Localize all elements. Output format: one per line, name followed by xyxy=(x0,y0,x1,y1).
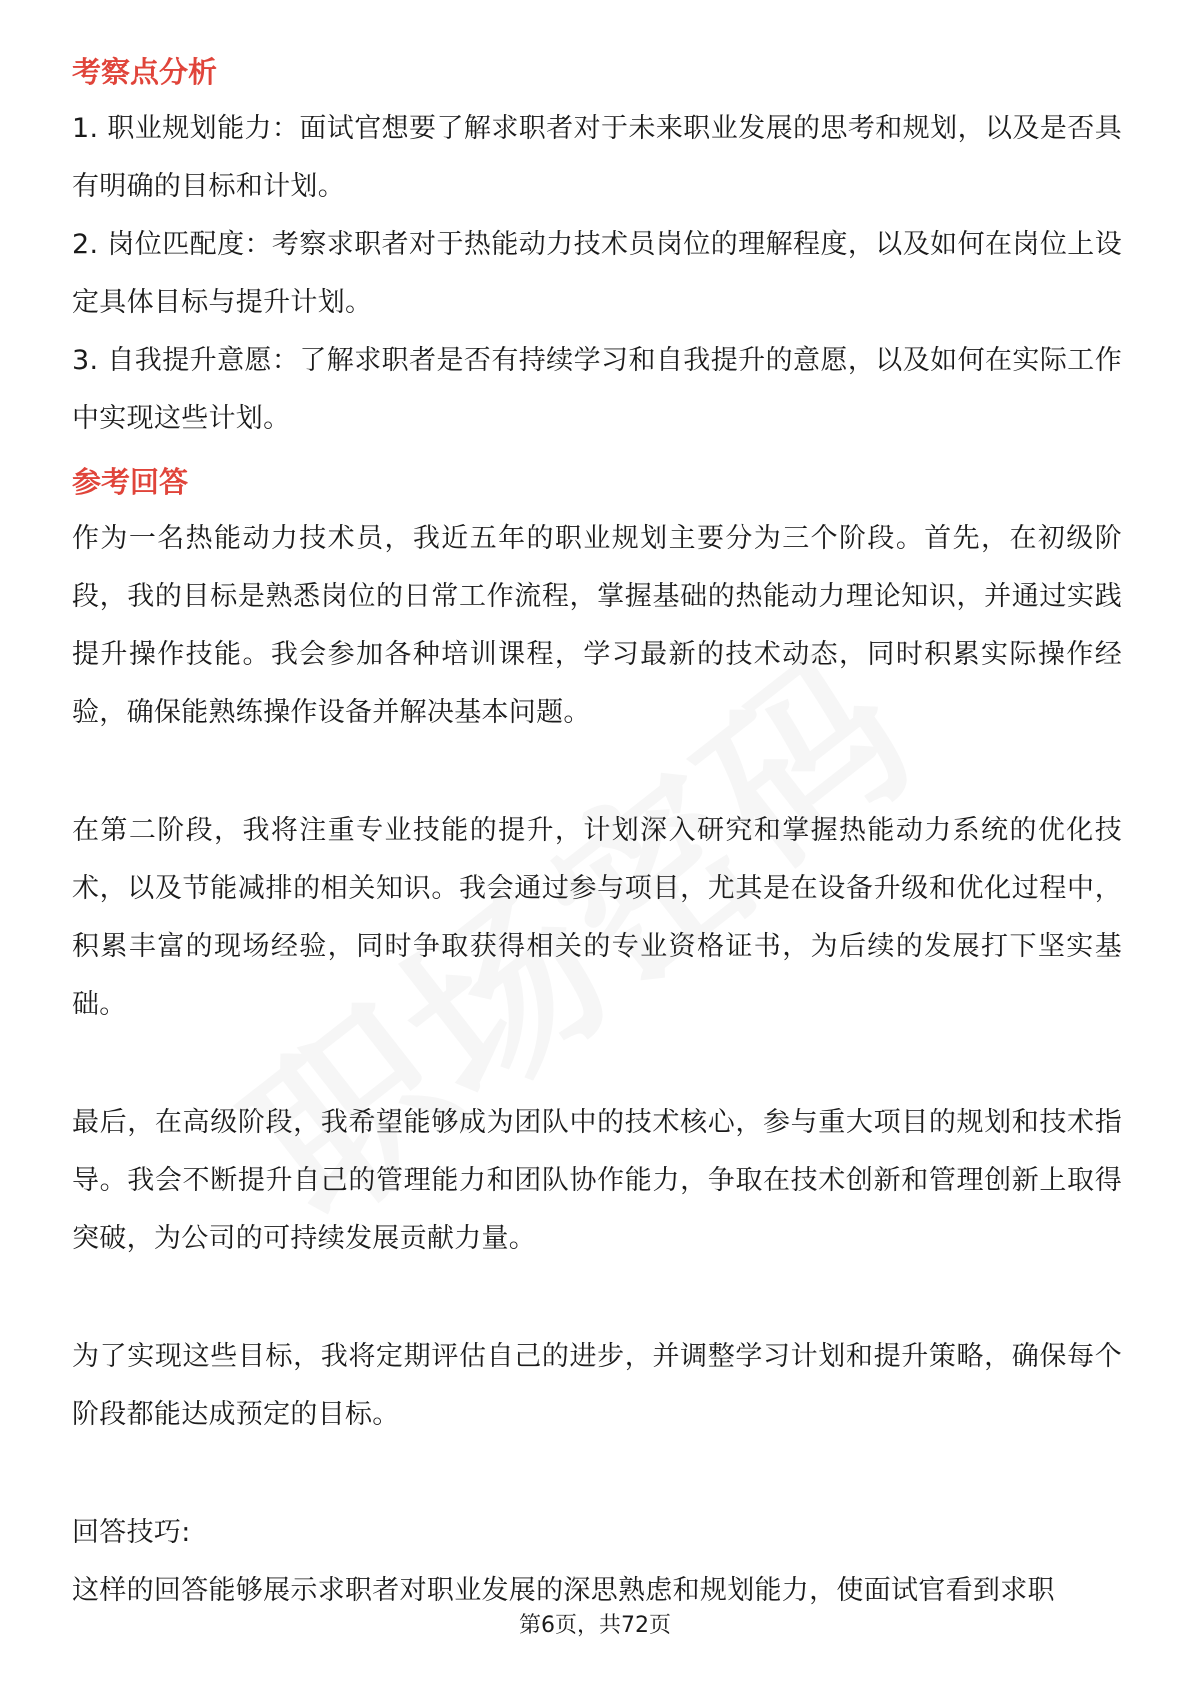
analysis-item-1: 1. 职业规划能力：面试官想要了解求职者对于未来职业发展的思考和规划，以及是否具有明确的目标和计划。 xyxy=(72,113,1122,202)
answer-paragraph-1: 作为一名热能动力技术员，我近五年的职业规划主要分为三个阶段。首先，在初级阶段，我的目标是熟悉岗位的日常工作流程，掌握基础的热能动力理论知识，并通过实践提升操作技能。我会参加各种培训课程，学习最新的技术动态，同时积累实际操作经验，确保能熟练操作设备并解决基本问题。 xyxy=(72,523,1122,728)
analysis-item-2: 2. 岗位匹配度：考察求职者对于热能动力技术员岗位的理解程度，以及如何在岗位上设定具体目标与提升计划。 xyxy=(72,229,1122,318)
answer-paragraph-4: 为了实现这些目标，我将定期评估自己的进步，并调整学习计划和提升策略，确保每个阶段都能达成预定的目标。 xyxy=(72,1341,1122,1430)
answer-paragraph-2: 在第二阶段，我将注重专业技能的提升，计划深入研究和掌握热能动力系统的优化技术，以及节能减排的相关知识。我会通过参与项目，尤其是在设备升级和优化过程中，积累丰富的现场经验，同时争取获得相关的专业资格证书，为后续的发展打下坚实基础。 xyxy=(72,815,1122,1020)
tips-heading: 回答技巧: xyxy=(72,1517,191,1548)
page-number: 第6页，共72页 xyxy=(519,1613,671,1638)
answer-paragraph-3: 最后，在高级阶段，我希望能够成为团队中的技术核心，参与重大项目的规划和技术指导。我会不断提升自己的管理能力和团队协作能力，争取在技术创新和管理创新上取得突破，为公司的可持续发展贡献力量。 xyxy=(72,1107,1122,1254)
tips-text: 这样的回答能够展示求职者对职业发展的深思熟虑和规划能力，使面试官看到求职 xyxy=(72,1575,1055,1606)
page-content xyxy=(72,50,1122,1620)
analysis-heading: 考察点分析 xyxy=(72,55,218,89)
analysis-item-3: 3. 自我提升意愿：了解求职者是否有持续学习和自我提升的意愿，以及如何在实际工作中实现这些计划。 xyxy=(72,345,1122,434)
answer-heading: 参考回答 xyxy=(72,465,189,499)
